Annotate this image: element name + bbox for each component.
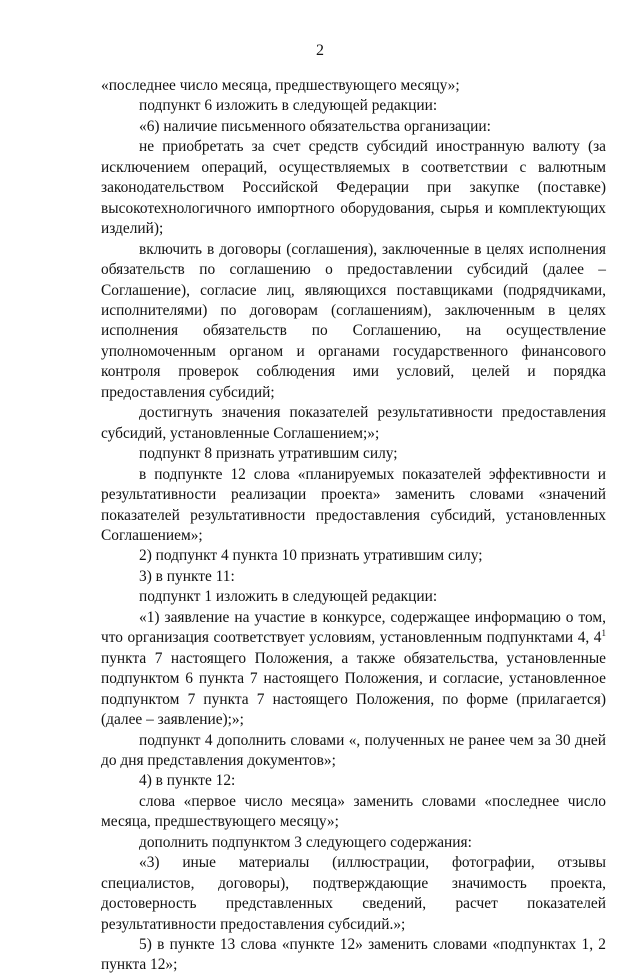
page-number: 2 xyxy=(316,42,324,59)
paragraph-text-before: «1) заявление на участие в конкурсе, содержащее информацию о том, что организация соответствует условиям, установленным подпунктами 4, 4 xyxy=(101,608,606,647)
paragraph-with-superscript xyxy=(101,608,606,731)
paragraph: подпункт 4 дополнить словами «, полученных не ранее чем за 30 дней до дня представления документов»; xyxy=(101,731,606,769)
paragraph: дополнить подпунктом 3 следующего содержания: xyxy=(139,833,472,851)
paragraph: 3) в пункте 11: xyxy=(139,567,235,585)
document-body xyxy=(101,76,606,976)
paragraph: 5) в пункте 13 слова «пункте 12» заменить словами «подпунктах 1, 2 пункта 12»; xyxy=(101,936,606,974)
paragraph: «6) наличие письменного обязательства организации: xyxy=(139,117,491,135)
paragraph: «последнее число месяца, предшествующего месяцу»; xyxy=(101,77,460,94)
paragraph: 2) подпункт 4 пункта 10 признать утратившим силу; xyxy=(139,547,483,565)
paragraph: подпункт 1 изложить в следующей редакции: xyxy=(139,588,438,606)
paragraph: подпункт 8 признать утратившим силу; xyxy=(139,445,398,463)
paragraph: «3) иные материалы (иллюстрации, фотографии, отзывы специалистов, договоры), подтверждающие значимость проекта, достоверность представленных сведений, расчет показателей результативности предоставления субсидий.»; xyxy=(101,854,606,933)
paragraph: не приобретать за счет средств субсидий иностранную валюту (за исключением операций, осуществляемых в соответствии с валютным законодательством Российской Федерации при закупке (поставке) высокотехнологичного импортного оборудования, сырья и комплектующих изделий); xyxy=(101,138,606,238)
superscript: 1 xyxy=(601,628,606,639)
paragraph: в подпункте 12 слова «планируемых показателей эффективности и результативности реализации проекта» заменить словами «значений показателей результативности предоставления субсидий, установленных Соглашением»; xyxy=(101,465,606,544)
paragraph: подпункт 6 изложить в следующей редакции: xyxy=(139,97,438,115)
paragraph: включить в договоры (соглашения), заключенные в целях исполнения обязательств по соглашению о предоставлении субсидий (далее – Соглашение), согласие лиц, являющихся поставщиками (подрядчиками, исполнителями) по договорам (соглашениям), заключенным в целях исполнения обязательств по Соглашению, на осуществление уполномоченным органом и органами государственного финансового контроля проверок соблюдения ими условий, целей и порядка предоставления субсидий; xyxy=(101,240,606,401)
paragraph: достигнуть значения показателей результативности предоставления субсидий, установленные Соглашением;»; xyxy=(101,404,606,442)
paragraph: 4) в пункте 12: xyxy=(139,772,236,790)
paragraph-text-after: пункта 7 настоящего Положения, а также обязательства, установленные подпунктом 6 пункта 7 настоящего Положения, и согласие, установленное подпунктом 7 пункта 7 настоящего Положения, по форме (прилагается) (далее – заявление);»; xyxy=(101,649,606,729)
paragraph: слова «первое число месяца» заменить словами «последнее число месяца, предшествующего месяцу»; xyxy=(101,792,606,831)
